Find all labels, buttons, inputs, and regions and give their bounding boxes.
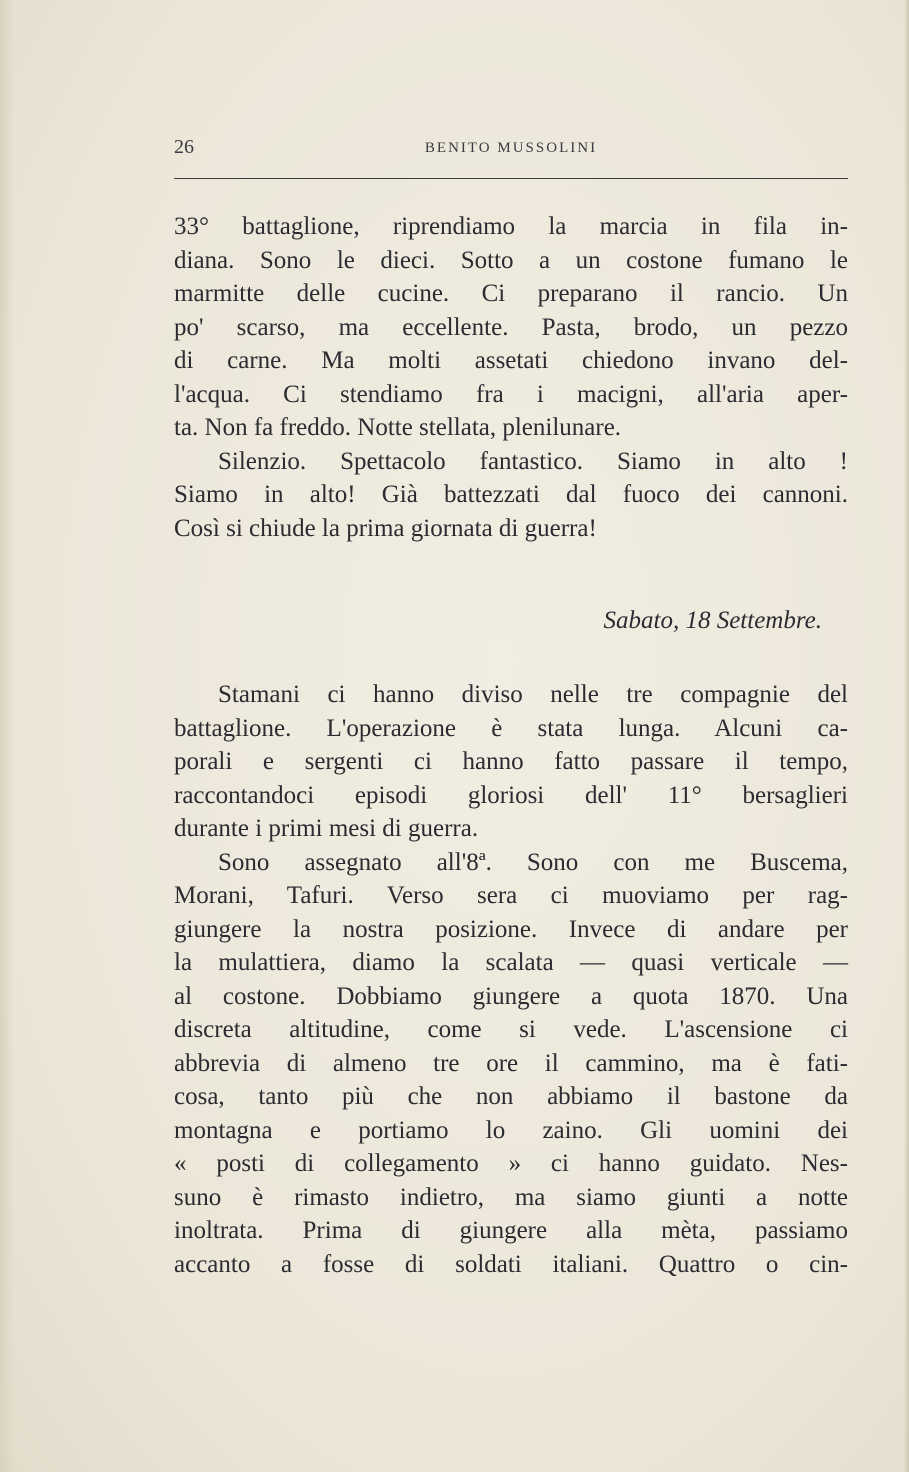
page-number: 26 <box>174 136 194 158</box>
gutter-shadow <box>0 0 14 1472</box>
paragraph-block-2 <box>174 678 848 1281</box>
text-line: po' scarso, ma eccellente. Pasta, brodo, un pezzo <box>174 313 848 341</box>
page-edge <box>904 0 909 1472</box>
header-rule <box>174 178 848 179</box>
text-line: cosa, tanto più che non abbiamo il bastone da <box>174 1083 848 1110</box>
dateline: Sabato, 18 Settembre. <box>603 607 822 634</box>
text-line: discreta altitudine, come si vede. L'ascensione ci <box>174 1016 848 1043</box>
text-line: di carne. Ma molti assetati chiedono invano del- <box>174 347 848 374</box>
text-line: suno è rimasto indietro, ma siamo giunti a notte <box>174 1183 848 1211</box>
text-line: porali e sergenti ci hanno fatto passare il tempo, <box>174 748 848 775</box>
text-line: Sono assegnato all'8ª. Sono con me Buscema, <box>218 848 848 876</box>
text-line: abbrevia di almeno tre ore il cammino, ma è fati- <box>174 1049 848 1077</box>
text-line: giungere la nostra posizione. Invece di andare per <box>174 915 848 943</box>
text-line: diana. Sono le dieci. Sotto a un costone fumano le <box>174 246 848 274</box>
text-line: « posti di collegamento » ci hanno guidato. Nes- <box>174 1150 848 1177</box>
paragraph-block-1 <box>174 210 848 545</box>
text-line: Morani, Tafuri. Verso sera ci muoviamo per rag- <box>174 882 848 909</box>
text-line: montagna e portiamo lo zaino. Gli uomini dei <box>174 1116 848 1144</box>
text-line: battaglione. L'operazione è stata lunga. Alcuni ca- <box>174 714 848 742</box>
text-line: l'acqua. Ci stendiamo fra i macigni, all'aria aper- <box>174 380 848 408</box>
text-line: inoltrata. Prima di giungere alla mèta, passiamo <box>174 1217 848 1244</box>
text-line: accanto a fosse di soldati italiani. Quattro o cin- <box>174 1250 848 1278</box>
text-line: 33° battaglione, riprendiamo la marcia in fila in- <box>174 213 848 240</box>
text-line: la mulattiera, diamo la scalata — quasi verticale — <box>174 949 848 976</box>
text-line: Silenzio. Spettacolo fantastico. Siamo in alto ! <box>218 447 848 475</box>
text-line: Siamo in alto! Già battezzati dal fuoco dei cannoni. <box>174 481 848 508</box>
running-head: BENITO MUSSOLINI <box>424 140 598 156</box>
text-line: durante i primi mesi di guerra. <box>174 815 479 842</box>
text-line: raccontandoci episodi gloriosi dell' 11° bersaglieri <box>174 781 848 809</box>
text-line: Così si chiude la prima giornata di guerra! <box>174 514 597 542</box>
text-line: marmitte delle cucine. Ci preparano il rancio. Un <box>174 280 848 307</box>
text-line: Stamani ci hanno diviso nelle tre compagnie del <box>218 681 848 708</box>
page-header <box>174 136 848 166</box>
text-line: al costone. Dobbiamo giungere a quota 1870. Una <box>174 982 848 1010</box>
text-line: ta. Non fa freddo. Notte stellata, plenilunare. <box>174 414 622 441</box>
